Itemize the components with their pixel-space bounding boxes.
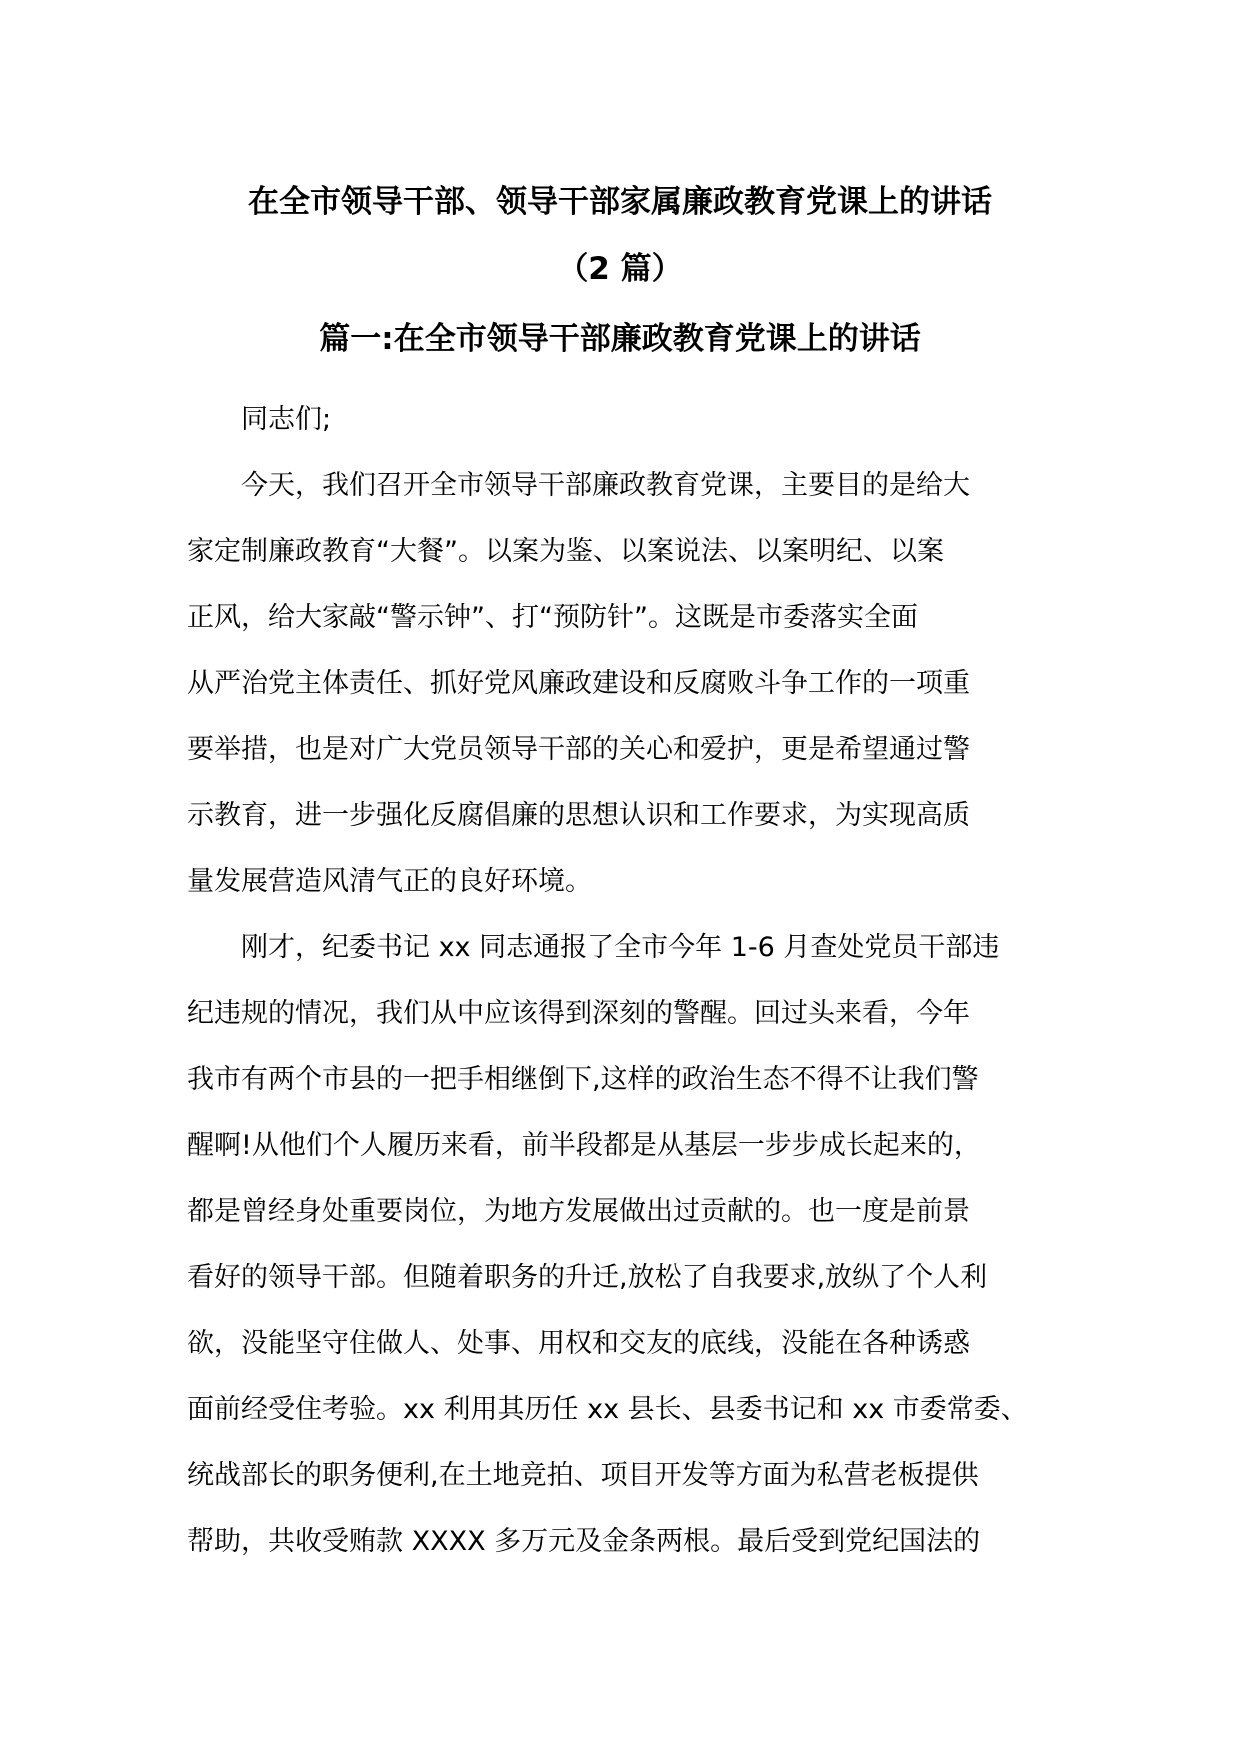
text-line: 要举措，也是对广大党员领导干部的关心和爱护，更是希望通过警 bbox=[187, 734, 970, 765]
section-title: 篇一:在全市领导干部廉政教育党课上的讲话 bbox=[319, 321, 921, 357]
document-title-count: （2 篇） bbox=[557, 251, 683, 287]
text-line: 看好的领导干部。但随着职务的升迁,放松了自我要求,放纵了个人利 bbox=[187, 1262, 988, 1293]
text-line: 从严治党主体责任、抓好党风廉政建设和反腐败斗争工作的一项重 bbox=[187, 668, 970, 699]
text-line: 示教育，进一步强化反腐倡廉的思想认识和工作要求，为实现高质 bbox=[187, 800, 970, 831]
text-line: 家定制廉政教育“大餐”。以案为鉴、以案说法、以案明纪、以案 bbox=[187, 536, 944, 567]
paragraph bbox=[187, 453, 1056, 915]
text-line: 纪违规的情况，我们从中应该得到深刻的警醒。回过头来看，今年 bbox=[187, 998, 970, 1029]
text-line: 今天，我们召开全市领导干部廉政教育党课，主要目的是给大 bbox=[241, 470, 970, 501]
document-body bbox=[187, 387, 1056, 1575]
text-line: 欲，没能坚守住做人、处事、用权和交友的底线，没能在各种诱惑 bbox=[187, 1328, 970, 1359]
text-line: 统战部长的职务便利,在土地竞拍、项目开发等方面为私营老板提供 bbox=[187, 1460, 979, 1491]
text-line: 量发展营造风清气正的良好环境。 bbox=[187, 866, 592, 897]
document-title: 在全市领导干部、领导干部家属廉政教育党课上的讲话 bbox=[248, 184, 992, 220]
text-line: 正风，给大家敲“警示钟”、打“预防针”。这既是市委落实全面 bbox=[187, 602, 918, 633]
text-line: 刚才，纪委书记 xx 同志通报了全市今年 1-6 月查处党员干部违 bbox=[241, 932, 1000, 963]
text-line: 都是曾经身处重要岗位，为地方发展做出过贡献的。也一度是前景 bbox=[187, 1196, 970, 1227]
text-line: 帮助，共收受贿款 XXXX 多万元及金条两根。最后受到党纪国法的 bbox=[187, 1526, 981, 1557]
text-line: 我市有两个市县的一把手相继倒下,这样的政治生态不得不让我们警 bbox=[187, 1064, 979, 1095]
text-line: 醒啊!从他们个人履历来看，前半段都是从基层一步步成长起来的， bbox=[187, 1130, 981, 1161]
paragraph bbox=[187, 915, 1056, 1575]
text-line: 面前经受住考验。xx 利用其历任 xx 县长、县委书记和 xx 市委常委、 bbox=[187, 1394, 1028, 1425]
salutation: 同志们; bbox=[241, 404, 332, 435]
